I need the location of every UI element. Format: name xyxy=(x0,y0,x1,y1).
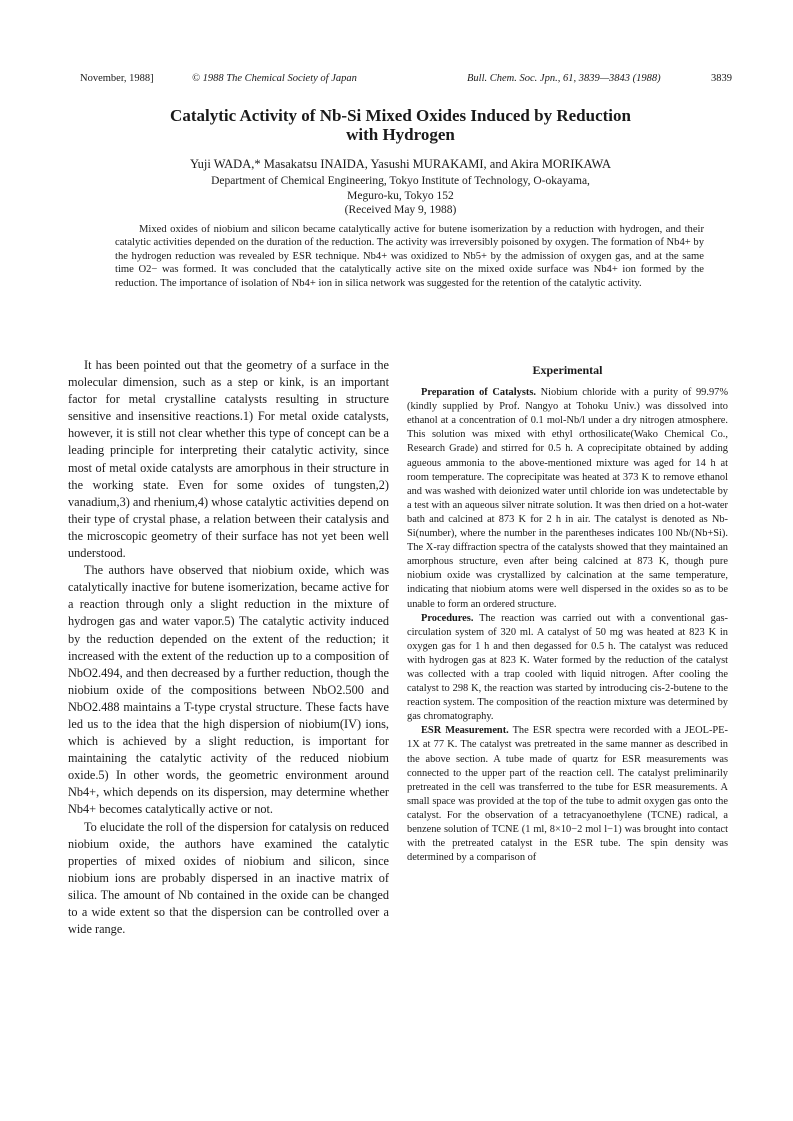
intro-paragraph-1: It has been pointed out that the geometry of a surface in the molecular dimension, such as a step or kink, is an important factor for metal crystalline catalysts resulting in structure sensitive and insensitive reactions.1) For metal oxide catalysts, however, it is still not clear whether this type of concept can be a leading principle for interpreting their catalytic activity, since most of metal oxide catalysts are amorphous in their structure in the working state. Even for some oxides of tungsten,2) vanadium,3) and rhenium,4) whose catalytic activities depend on their type of crystal phase, a relation between their catalysis and the microscopic geometry of their surface has not yet been well understood. xyxy=(68,358,389,561)
esr-body: The ESR spectra were recorded with a JEOL-PE-1X at 77 K. The catalyst was pretreated in the same manner as described in the above section. A tube made of quartz for ESR measurements was connected to the upper part of the reaction cell. The catalyst preliminarily pretreated in the cell was transferred to the tube for ESR measurements. A small space was provided at the top of the tube to admit oxygen gas onto the catalyst. For the observation of a tetracyanoethylene (TCNE) radical, a benzene solution of TCNE (1 ml, 8×10−2 mol l−1) was brought into contact with the pretreated catalyst in the ESR tube. The spin density was determined by a comparison of xyxy=(407,725,728,864)
paper-title xyxy=(80,106,721,144)
intro-paragraph-2: The authors have observed that niobium oxide, which was catalytically inactive for butene isomerization, became active for a reaction through only a slight reduction in the mixture of hydrogen gas and water vapor.5) The catalytic activity induced by the reduction depended on the extent of the reduction; it increased with the extent of the reduction up to a composition of NbO2.494, and then decreased by a further reduction, though the niobium oxide of the compositions between NbO2.500 and NbO2.488 maintains a T-type crystal structure. These facts have led us to the idea that the high dispersion of niobium(IV) ions, which is achieved by a slight reduction, is important for maintaining the catalytic activity of the reduced niobium oxide.5) In other words, the geometric environment around Nb4+, which depends on its dispersion, may determine whether Nb4+ becomes catalytically active or not. xyxy=(68,563,389,817)
running-header-citation: Bull. Chem. Soc. Jpn., 61, 3839—3843 (1988) xyxy=(467,73,661,84)
section-heading-experimental: Experimental xyxy=(532,363,603,377)
intro-paragraph-3: To elucidate the roll of the dispersion for catalysis on reduced niobium oxide, the authors have examined the catalytic properties of mixed oxides of niobium and silicon, since niobium ions are probably dispersed in an inactive matrix of silica. The amount of Nb contained in the oxide can be changed to a wide extent so that the dispersion can be controlled over a wide range. xyxy=(68,819,389,937)
procedures-body: The reaction was carried out with a conventional gas-circulation system of 320 ml. A catalyst of 50 mg was heated at 823 K in oxygen gas for 1 h and then degassed for 0.5 h. The catalyst was reduced with hydrogen gas at 823 K. Water formed by the reduction of the catalyst was collected with a trap cooled with liquid nitrogen. After cooling the catalyst to 298 K, the reaction was started by introducing cis-2-butene to the reaction system. The composition of the reaction mixture was determined by gas chromatography. xyxy=(407,612,728,723)
procedures-run-in-heading: Procedures. xyxy=(421,612,474,624)
esr-run-in-heading: ESR Measurement. xyxy=(421,725,509,737)
esr-paragraph xyxy=(407,724,728,865)
introduction-column xyxy=(68,357,389,938)
page-number: 3839 xyxy=(711,73,732,84)
abstract-text: Mixed oxides of niobium and silicon became catalytically active for butene isomerization by a reduction with hydrogen, and their catalytic activities depended on the duration of the reduction. The activity was irreversibly poisoned by oxygen. The formation of Nb4+ by the hydrogen reduction was revealed by ESR technique. Nb4+ was oxidized to Nb5+ by the admission of oxygen gas, and at the same time O2− was formed. It was concluded that the catalytically active site on the mixed oxide surface was Nb4+ ion formed by the reduction. The importance of isolation of Nb4+ ion in silica network was suggested for the retention of the catalytic activity. xyxy=(115,224,704,289)
author-list: Yuji WADA,* Masakatsu INAIDA, Yasushi MURAKAMI, and Akira MORIKAWA xyxy=(190,157,611,171)
affiliation xyxy=(80,174,721,218)
running-header-copyright: © 1988 The Chemical Society of Japan xyxy=(192,73,357,84)
procedures-paragraph xyxy=(407,612,728,725)
experimental-column xyxy=(407,363,728,865)
title-line-1: Catalytic Activity of Nb-Si Mixed Oxides Induced by Reduction xyxy=(170,106,631,125)
prep-paragraph xyxy=(407,386,728,612)
title-line-2: with Hydrogen xyxy=(346,125,455,144)
running-header-issue: November, 1988] xyxy=(80,73,154,84)
abstract xyxy=(115,223,704,290)
affiliation-line-1: Department of Chemical Engineering, Tokyo Institute of Technology, O-okayama, xyxy=(211,175,590,187)
prep-run-in-heading: Preparation of Catalysts. xyxy=(421,387,536,399)
affiliation-line-2: Meguro-ku, Tokyo 152 xyxy=(347,189,454,202)
prep-body: Niobium chloride with a purity of 99.97% (kindly supplied by Prof. Nangyo at Tohoku Univ.) was dissolved into ethanol at a concentration of 0.1 mol-Nb/l under a dry nitrogen atmosphere. This solution was mixed with ethyl orthosilicate(Wako Chemical Co., Research Grade) and stirred for 0.5 h. A coprecipitate obtained by adding agueous ammonia to the above-mentioned mixture was aged for 14 h at room temperature. The coprecipitate was heated at 373 K to remove ethanol and was washed with deionized water until chloride ion was undetectable by a test with an aqueous silver nitrate solution. It was then dried on a hot-water bath and calcined at 873 K for 2 h in air. The catalyst is denoted as Nb-Si(number), where the number in the parentheses indicates 100 Nb/(Nb+Si). The X-ray diffraction spectra of the catalysts showed that they maintained an amorphous structure, even after being calcined at 873 K, though pure niobium oxide was crystallized by calcination at the same temperature, indicating that niobium atoms were well dispersed in the oxides so as to be unable to form an ordered structure. xyxy=(407,387,728,610)
received-date: (Received May 9, 1988) xyxy=(344,204,457,216)
